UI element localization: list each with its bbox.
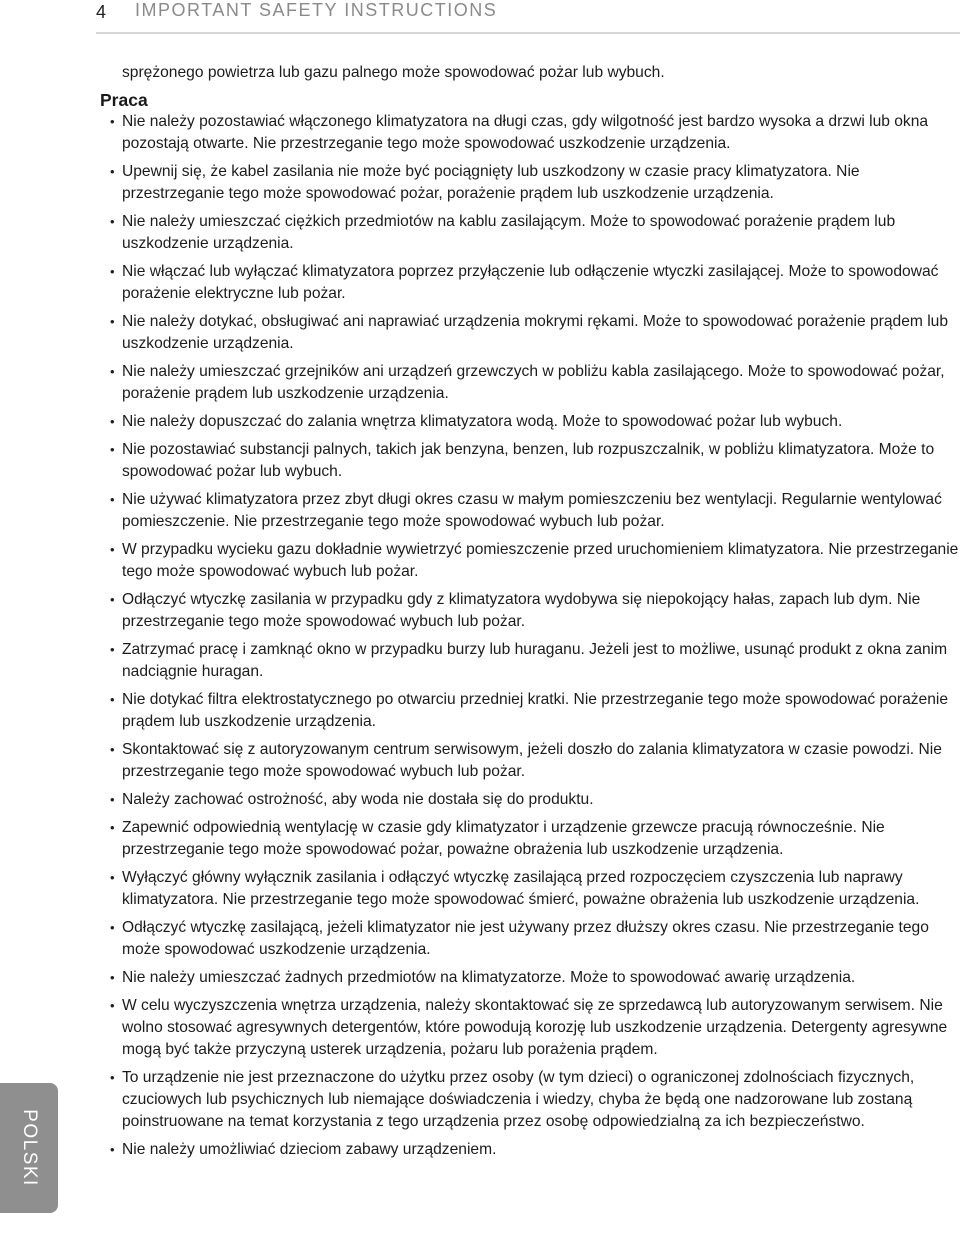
list-item-text: Nie należy umieszczać grzejników ani urządzeń grzewczych w pobliżu kabla zasilającego. Może to spowodować pożar, porażenie prądem lub uszkodzenie urządzenia. [122,363,945,402]
bullet-icon: • [110,592,115,607]
header-rule [96,32,960,34]
list-item-text: Zatrzymać pracę i zamknąć okno w przypadku burzy lub huraganu. Jeżeli jest to możliwe, usunąć produkt z okna zanim nadciągnie huragan. [122,641,948,680]
language-tab [0,1083,58,1213]
list-item-text: Zapewnić odpowiednią wentylację w czasie gdy klimatyzator i urządzenie grzewcze pracują równocześnie. Nie przestrzeganie tego może spowodować pożar, poważne obrażenia lub uszkodzenie urządzenia. [122,819,885,858]
list-item [100,1139,960,1161]
bullet-icon: • [110,970,115,985]
list-item [100,739,960,783]
list-item-text: To urządzenie nie jest przeznaczone do użytku przez osoby (w tym dzieci) o ograniczonej zdolnościach fizycznych, czuciowych lub psychicznych lub niemające doświadczenia i wiedzy, chyba że będą one nadzorowane lub zostaną poinstruowane na temat korzystania z tego urządzenia przez osobę odpowiedzialną za ich bezpieczeństwo. [122,1069,915,1130]
bullet-icon: • [110,364,115,379]
bullet-icon: • [110,1070,115,1085]
list-item [100,539,960,583]
list-item [100,361,960,405]
list-item-text: Nie należy umieszczać ciężkich przedmiotów na kablu zasilającym. Może to spowodować porażenie prądem lub uszkodzenie urządzenia. [122,213,896,252]
bullet-icon: • [110,1142,115,1157]
bullet-icon: • [110,542,115,557]
list-item-text: Nie pozostawiać substancji palnych, takich jak benzyna, benzen, lub rozpuszczalnik, w pobliżu klimatyzatora. Może to spowodować pożar lub wybuch. [122,441,935,480]
list-item-text: Nie należy pozostawiać włączonego klimatyzatora na długi czas, gdy wilgotność jest bardzo wysoka a drzwi lub okna pozostają otwarte. Nie przestrzeganie tego może spowodować uszkodzenie urządzenia. [122,113,929,152]
bullet-icon: • [110,742,115,757]
list-item-text: W celu wyczyszczenia wnętrza urządzenia, należy skontaktować się ze sprzedawcą lub autoryzowanym serwisem. Nie wolno stosować agresywnych detergentów, które powodują korozję lub uszkodzenie urządzenia. Detergenty agresywne mogą być także przyczyną usterek urządzenia, pożaru lub porażenia prądem. [122,997,948,1058]
safety-list [100,111,960,1161]
list-item-text: Odłączyć wtyczkę zasilania w przypadku gdy z klimatyzatora wydobywa się niepokojący hałas, zapach lub dym. Nie przestrzeganie tego może spowodować wybuch lub pożar. [122,591,921,630]
list-item-text: W przypadku wycieku gazu dokładnie wywietrzyć pomieszczenie przed uruchomieniem klimatyzatora. Nie przestrzeganie tego może spowodować wybuch lub pożar. [122,541,959,580]
bullet-icon: • [110,642,115,657]
content-body [100,62,960,1167]
bullet-icon: • [110,792,115,807]
list-item-text: Wyłączyć główny wyłącznik zasilania i odłączyć wtyczkę zasilającą przed rozpoczęciem czyszczenia lub naprawy klimatyzatora. Nie przestrzeganie tego może spowodować śmierć, poważne obrażenia lub uszkodzenie urządzenia. [122,869,920,908]
list-item-text: Należy zachować ostrożność, aby woda nie dostała się do produktu. [122,791,594,808]
bullet-icon: • [110,692,115,707]
list-item-text: Nie dotykać filtra elektrostatycznego po otwarciu przedniej kratki. Nie przestrzeganie tego może spowodować porażenie prądem lub uszkodzenie urządzenia. [122,691,949,730]
list-item [100,311,960,355]
list-item [100,867,960,911]
bullet-icon: • [110,920,115,935]
list-item-text: Nie włączać lub wyłączać klimatyzatora poprzez przyłączenie lub odłączenie wtyczki zasilającej. Może to spowodować porażenie elektryczne lub pożar. [122,263,939,302]
list-item-text: Nie należy umożliwiać dzieciom zabawy urządzeniem. [122,1141,497,1158]
continuation-text: sprężonego powietrza lub gazu palnego może spowodować pożar lub wybuch. [122,64,665,81]
list-item [100,589,960,633]
bullet-icon: • [110,820,115,835]
list-item [100,917,960,961]
list-item-text: Nie należy dotykać, obsługiwać ani naprawiać urządzenia mokrymi rękami. Może to spowodować porażenie prądem lub uszkodzenie urządzenia. [122,313,949,352]
list-item-text: Upewnij się, że kabel zasilania nie może być pociągnięty lub uszkodzony w czasie pracy klimatyzatora. Nie przestrzeganie tego może spowodować pożar, porażenie prądem lub uszkodzenie urządzenia. [122,163,860,202]
bullet-icon: • [110,998,115,1013]
page-number: 4 [96,2,107,22]
list-item-text: Skontaktować się z autoryzowanym centrum serwisowym, jeżeli doszło do zalania klimatyzatora w czasie powodzi. Nie przestrzeganie tego może spowodować wybuch lub pożar. [122,741,942,780]
list-item-text: Nie używać klimatyzatora przez zbyt długi okres czasu w małym pomieszczeniu bez wentylacji. Regularnie wentylować pomieszczenie. Nie przestrzeganie tego może spowodować wybuch lub pożar. [122,491,942,530]
list-item [100,489,960,533]
list-item [100,689,960,733]
list-item [100,161,960,205]
list-item-text: Odłączyć wtyczkę zasilającą, jeżeli klimatyzator nie jest używany przez dłuższy okres czasu. Nie przestrzeganie tego może spowodować uszkodzenie urządzenia. [122,919,929,958]
list-item [100,439,960,483]
bullet-icon: • [110,214,115,229]
bullet-icon: • [110,314,115,329]
list-item [100,817,960,861]
page-header-title: IMPORTANT SAFETY INSTRUCTIONS [135,0,498,20]
list-item [100,995,960,1061]
list-item [100,211,960,255]
bullet-icon: • [110,442,115,457]
bullet-icon: • [110,264,115,279]
bullet-icon: • [110,414,115,429]
list-item [100,967,960,989]
list-item [100,111,960,155]
section-title-praca: Praca [100,90,148,110]
list-item-text: Nie należy umieszczać żadnych przedmiotów na klimatyzatorze. Może to spowodować awarię urządzenia. [122,969,856,986]
bullet-icon: • [110,870,115,885]
list-item [100,1067,960,1133]
bullet-icon: • [110,492,115,507]
list-item-text: Nie należy dopuszczać do zalania wnętrza klimatyzatora wodą. Może to spowodować pożar lub wybuch. [122,413,843,430]
list-item [100,639,960,683]
bullet-icon: • [110,114,115,129]
list-item [100,411,960,433]
bullet-icon: • [110,164,115,179]
language-tab-label: POLSKI [19,1109,40,1187]
list-item [100,261,960,305]
list-item [100,789,960,811]
